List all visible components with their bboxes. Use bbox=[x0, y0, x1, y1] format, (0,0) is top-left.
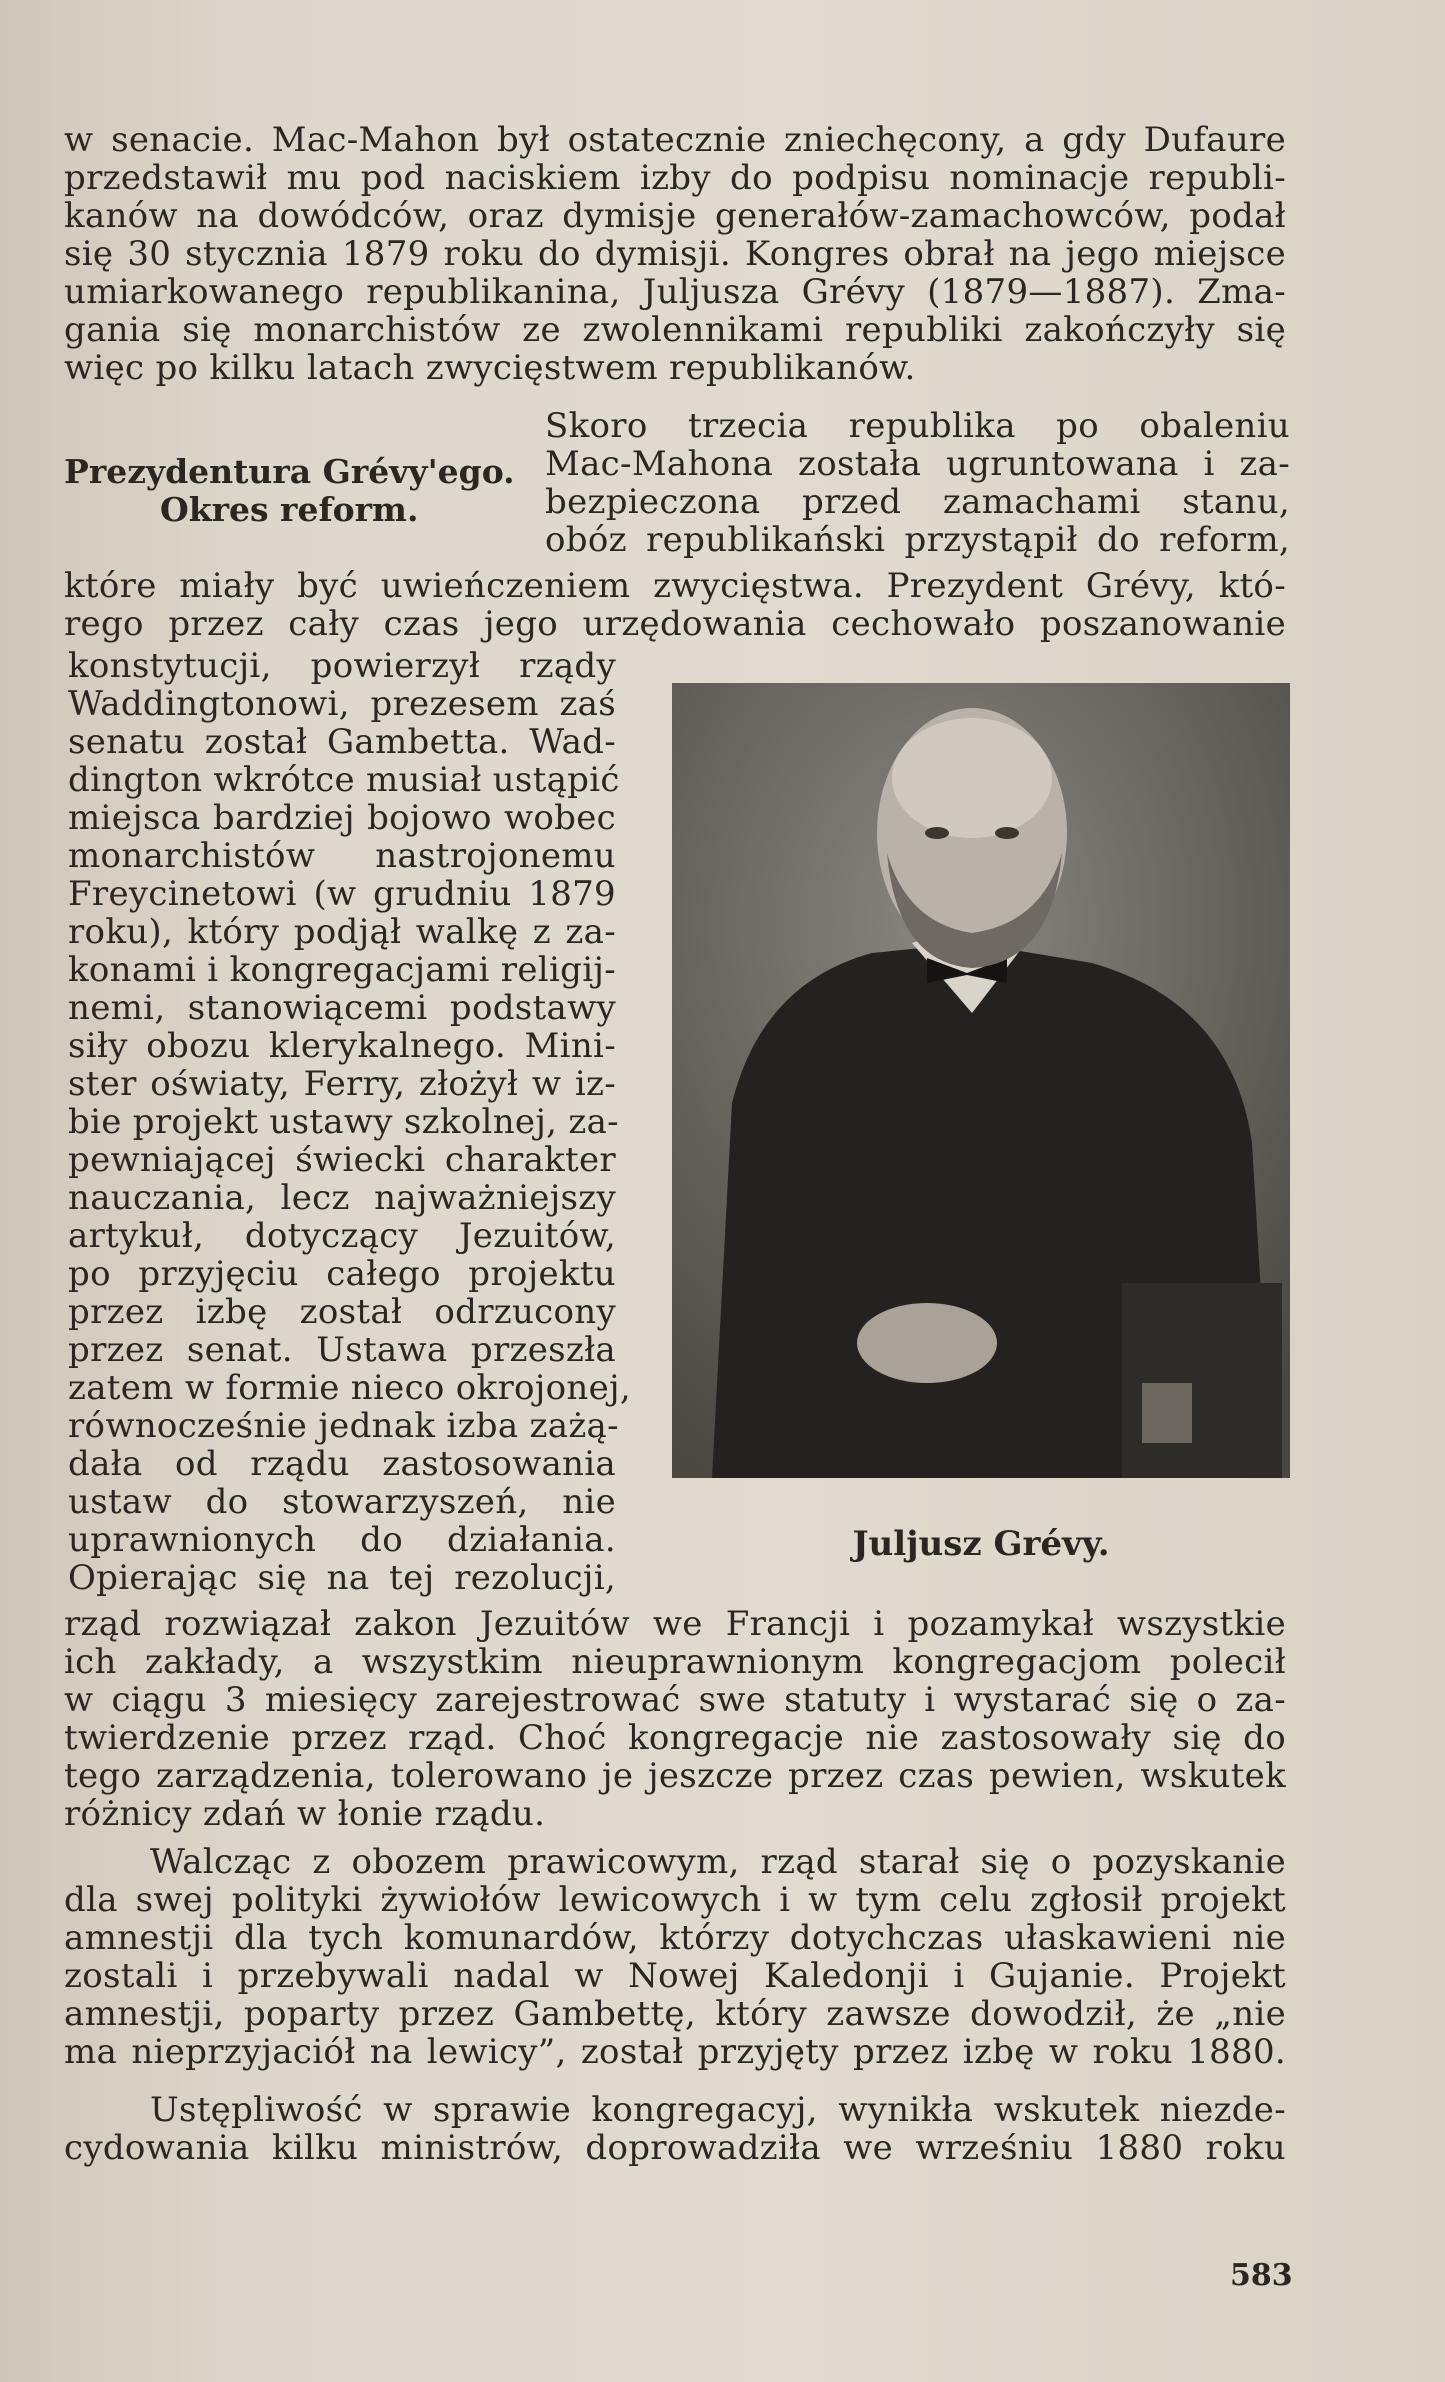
text-line: zostali i przebywali nadal w Nowej Kaledonji i Gujanie. Projekt bbox=[64, 1956, 1286, 1996]
text-line: Waddingtonowi, prezesem zaś bbox=[68, 684, 616, 724]
text-line: przez izbę został odrzucony bbox=[68, 1292, 616, 1332]
text-line: Freycinetowi (w grudniu 1879 bbox=[68, 874, 616, 914]
text-line: konstytucji, powierzył rządy bbox=[68, 646, 616, 686]
text-line: konami i kongregacjami religij- bbox=[68, 950, 616, 990]
text-line: ster oświaty, Ferry, złożył w iz- bbox=[68, 1064, 616, 1104]
text-line: miejsca bardziej bojowo wobec bbox=[68, 798, 616, 838]
text-line: tego zarządzenia, tolerowano je jeszcze przez czas pewien, wskutek bbox=[64, 1756, 1286, 1796]
text-line: senatu został Gambetta. Wad- bbox=[68, 722, 616, 762]
text-line: się 30 stycznia 1879 roku do dymisji. Kongres obrał na jego miejsce bbox=[64, 234, 1286, 274]
text-line: po przyjęciu całego projektu bbox=[68, 1254, 616, 1294]
section-heading-line1: Prezydentura Grévy'ego. bbox=[64, 452, 515, 491]
text-line: które miały być uwieńczeniem zwycięstwa. Prezydent Grévy, któ- bbox=[64, 566, 1286, 606]
text-line: roku), który podjął walkę z za- bbox=[68, 912, 616, 952]
text-line: w ciągu 3 miesięcy zarejestrować swe statuty i wystarać się o za- bbox=[64, 1680, 1286, 1720]
text-line: gania się monarchistów ze zwolennikami republiki zakończyły się bbox=[64, 310, 1286, 350]
text-line: przedstawił mu pod naciskiem izby do podpisu nominacje republi- bbox=[64, 158, 1286, 198]
text-line: nemi, stanowiącemi podstawy bbox=[68, 988, 616, 1028]
text-line: równocześnie jednak izba zażą- bbox=[68, 1406, 619, 1446]
text-line: więc po kilku latach zwycięstwem republikanów. bbox=[64, 348, 916, 388]
text-line: artykuł, dotyczący Jezuitów, bbox=[68, 1216, 616, 1256]
text-line: dington wkrótce musiał ustąpić bbox=[68, 760, 620, 800]
text-line: Opierając się na tej rezolucji, bbox=[68, 1558, 616, 1598]
text-line: Mac-Mahona została ugruntowana i za- bbox=[545, 444, 1290, 484]
text-line: monarchistów nastrojonemu bbox=[68, 836, 616, 876]
text-line: rego przez cały czas jego urzędowania cechowało poszanowanie bbox=[64, 604, 1286, 644]
text-line: w senacie. Mac-Mahon był ostatecznie zniechęcony, a gdy Dufaure bbox=[64, 120, 1286, 160]
text-line: zatem w formie nieco okrojonej, bbox=[68, 1368, 631, 1408]
text-line: dla swej polityki żywiołów lewicowych i w tym celu zgłosił projekt bbox=[64, 1880, 1286, 1920]
text-line: Ustępliwość w sprawie kongregacyj, wynikła wskutek niezde- bbox=[150, 2090, 1286, 2130]
text-line: pewniającej świecki charakter bbox=[68, 1140, 616, 1180]
text-line: ustaw do stowarzyszeń, nie bbox=[68, 1482, 616, 1522]
text-line: Skoro trzecia republika po obaleniu bbox=[545, 406, 1290, 446]
text-line: różnicy zdań w łonie rządu. bbox=[64, 1794, 546, 1834]
portrait-photo bbox=[672, 683, 1290, 1478]
text-line: amnestji, poparty przez Gambettę, który zawsze dowodził, że „nie bbox=[64, 1994, 1286, 2034]
text-line: siły obozu klerykalnego. Mini- bbox=[68, 1026, 616, 1066]
text-line: bie projekt ustawy szkolnej, za- bbox=[68, 1102, 619, 1142]
section-heading-line2: Okres reform. bbox=[160, 490, 419, 529]
text-line: amnestji dla tych komunardów, którzy dotychczas ułaskawieni nie bbox=[64, 1918, 1286, 1958]
text-line: przez senat. Ustawa przeszła bbox=[68, 1330, 616, 1370]
text-line: ma nieprzyjaciół na lewicy”, został przyjęty przez izbę w roku 1880. bbox=[64, 2032, 1286, 2072]
text-line: rząd rozwiązał zakon Jezuitów we Francji i pozamykał wszystkie bbox=[64, 1604, 1286, 1644]
text-line: uprawnionych do działania. bbox=[68, 1520, 616, 1560]
text-line: bezpieczona przed zamachami stanu, bbox=[545, 482, 1290, 522]
page-number: 583 bbox=[1230, 2258, 1293, 2293]
text-line: kanów na dowódców, oraz dymisje generałów-zamachowców, podał bbox=[64, 196, 1286, 236]
text-line: Walcząc z obozem prawicowym, rząd starał się o pozyskanie bbox=[150, 1842, 1286, 1882]
portrait-illustration bbox=[672, 683, 1290, 1478]
text-line: ich zakłady, a wszystkim nieuprawnionym kongregacjom polecił bbox=[64, 1642, 1286, 1682]
text-line: obóz republikański przystąpił do reform, bbox=[545, 520, 1290, 560]
text-line: nauczania, lecz najważniejszy bbox=[68, 1178, 616, 1218]
text-line: umiarkowanego republikanina, Juljusza Grévy (1879—1887). Zma- bbox=[64, 272, 1286, 312]
text-line: dała od rządu zastosowania bbox=[68, 1444, 616, 1484]
photo-caption: Juljusz Grévy. bbox=[852, 1524, 1110, 1564]
text-line: twierdzenie przez rząd. Choć kongregacje nie zastosowały się do bbox=[64, 1718, 1286, 1758]
text-line: cydowania kilku ministrów, doprowadziła we wrześniu 1880 roku bbox=[64, 2128, 1286, 2168]
